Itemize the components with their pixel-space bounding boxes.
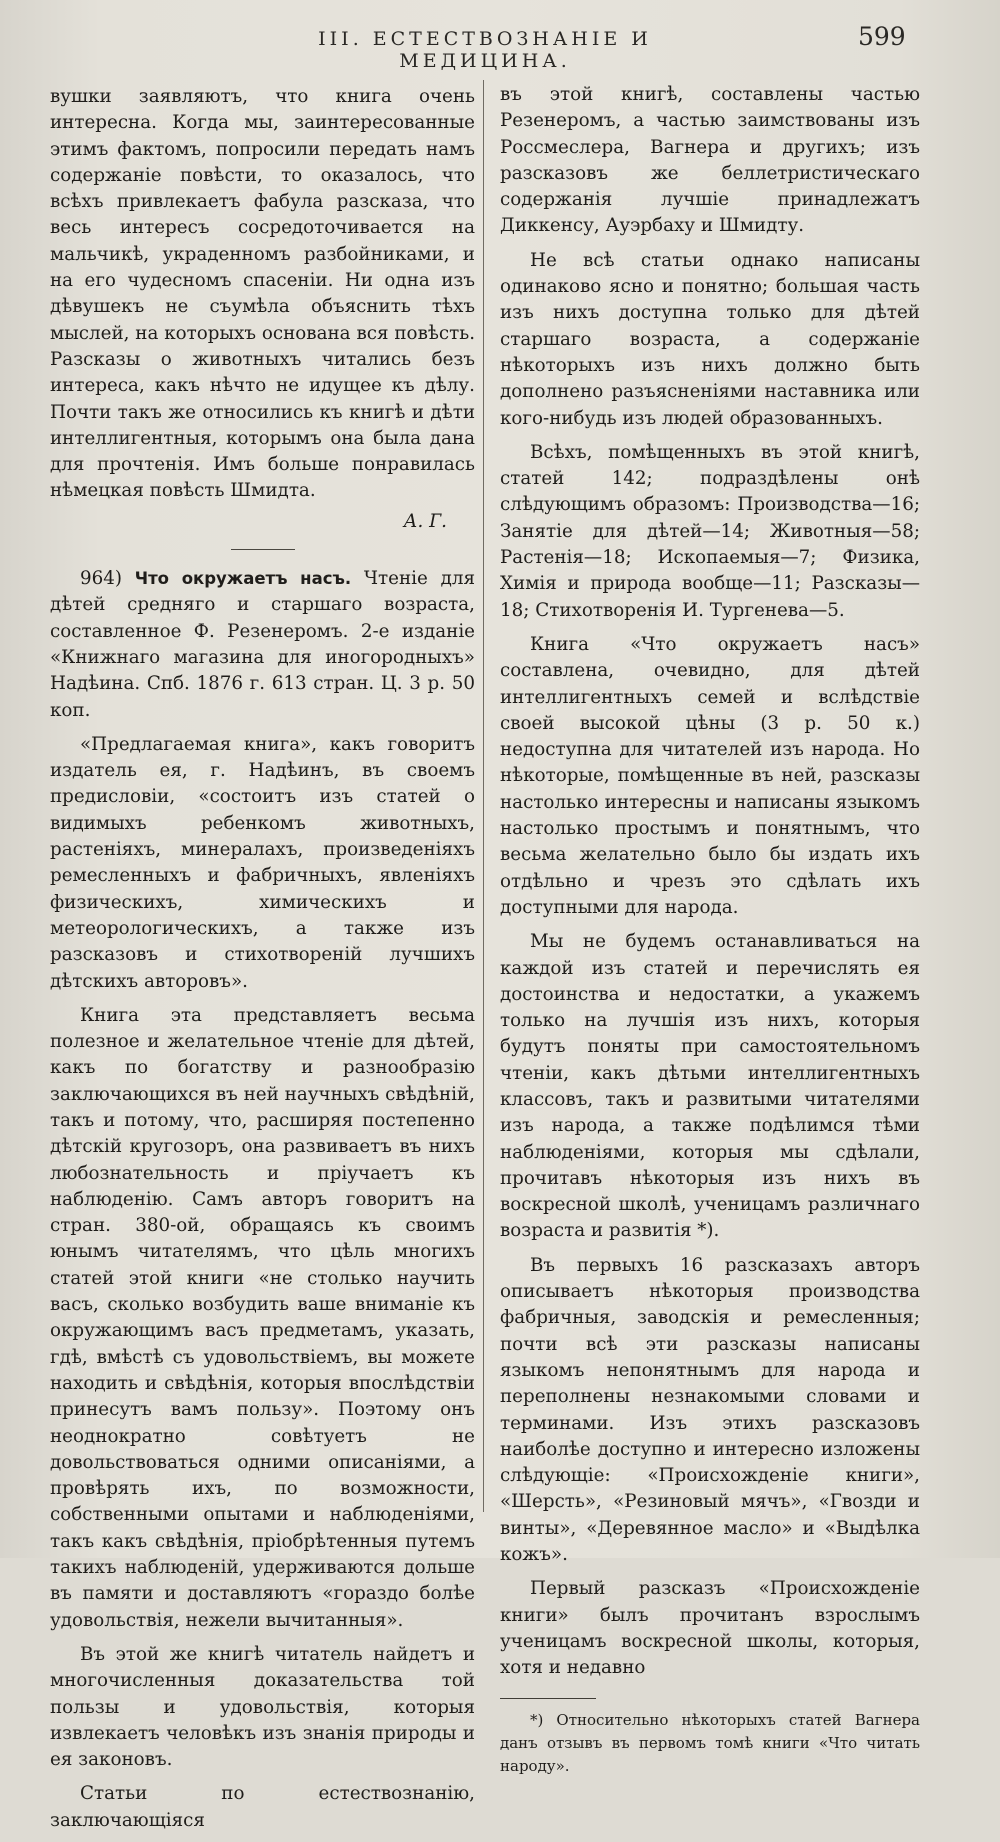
column-divider <box>483 80 484 1512</box>
paragraph: въ этой книгѣ, составлены частью Резенеромъ, а частью заимствованы изъ Россмеслера, Вагнера и другихъ; изъ разсказовъ же беллетристическаго содержанія лучшіе принадлежатъ Диккенсу, Ауэрбаху и Шмидту. <box>500 84 920 237</box>
page-number: 599 <box>858 22 906 51</box>
paragraph: Въ этой же книгѣ читатель найдетъ и многочисленныя доказательства той пользы и удовольствія, которыя извлекаетъ человѣкъ изъ знанія природы и ея законовъ. <box>50 1643 475 1771</box>
paragraph: Книга «Что окружаетъ насъ» составлена, очевидно, для дѣтей интеллигентныхъ семей и вслѣдствіе своей высокой цѣны (3 р. 50 к.) недоступна для читателей изъ народа. Но нѣкоторые, помѣщенные въ ней, разсказы настолько интересны и написаны языкомъ настолько простымъ и понятнымъ, что весьма желательно было бы издать ихъ отдѣльно и чрезъ это сдѣлать ихъ доступными для народа. <box>500 633 920 918</box>
author-signature: А. Г. <box>403 510 447 532</box>
entry-description: Чтеніе для дѣтей средняго и старшаго возраста, составленное Ф. Резенеромъ. 2-е изданіе «Книжнаго магазина для иногородныхъ» Надѣина. Спб. 1876 г. 613 стран. Ц. 3 р. 50 коп. <box>50 568 475 721</box>
paragraph: «Предлагаемая книга», какъ говоритъ издатель ея, г. Надѣинъ, въ своемъ предисловіи, «состоитъ изъ статей о видимыхъ ребенкомъ животныхъ, растеніяхъ, минералахъ, произведеніяхъ ремесленныхъ и фабричныхъ, явленіяхъ физическихъ, химическихъ и метеорологическихъ, а также изъ разсказовъ и стихотвореній лучшихъ дѣтскихъ авторовъ». <box>50 733 475 992</box>
review-entry-heading <box>50 566 475 724</box>
entry-number: 964) <box>80 568 123 590</box>
right-column <box>500 82 920 1778</box>
running-header: III. ЕСТЕСТВОЗНАНІЕ И МЕДИЦИНА. <box>318 28 652 72</box>
entry-title: Что окружаетъ насъ. <box>134 569 352 589</box>
paragraph: вушки заявляютъ, что книга очень интересна. Когда мы, заинтересованные этимъ фактомъ, попросили передать намъ содержаніе повѣсти, то оказалось, что всѣхъ привлекаетъ фабула разсказа, что весь интересъ сосредоточивается на мальчикѣ, украденномъ разбойниками, и на его чудесномъ спасеніи. Ни одна изъ дѣвушекъ не съумѣла объяснить тѣхъ мыслей, на которыхъ основана вся повѣсть. Разсказы о животныхъ читались безъ интереса, какъ нѣчто не идущее къ дѣлу. Почти такъ же относились къ книгѣ и дѣти интеллигентныя, которымъ она была дана для прочтенія. Имъ больше понравилась нѣмецкая повѣсть Шмидта. <box>50 86 475 502</box>
paragraph: Книга эта представляетъ весьма полезное и желательное чтеніе для дѣтей, какъ по богатству и разнообразію заключающихся въ ней научныхъ свѣдѣній, такъ и потому, что, расширяя постепенно дѣтскій кругозоръ, она развиваетъ въ нихъ любознательность и пріучаетъ къ наблюденію. Самъ авторъ говоритъ на стран. 380-ой, обращаясь къ своимъ юнымъ читателямъ, что цѣль многихъ статей этой книги «не столько научить васъ, сколько возбудить ваше вниманіе къ окружающимъ васъ предметамъ, указать, гдѣ, вмѣстѣ съ удовольствіемъ, вы можете находить и свѣдѣнія, которыя впослѣдствіи принесутъ вамъ пользу». Поэтому онъ неоднократно совѣтуетъ не довольствоваться одними описаніями, а провѣрять ихъ, по возможности, собственными опытами и наблюденіями, такъ какъ свѣдѣнія, пріобрѣтенныя путемъ такихъ наблюденій, удерживаются дольше въ памяти и доставляютъ «гораздо болѣе удовольствія, нежели вычитанныя». <box>50 1004 475 1631</box>
paragraph: Не всѣ статьи однако написаны одинаково ясно и понятно; большая часть изъ нихъ доступна только для дѣтей старшаго возраста, а содержаніе нѣкоторыхъ изъ нихъ должно быть дополнено разъясненіями наставника или кого-нибудь изъ людей образованныхъ. <box>500 249 920 429</box>
footnote-rule <box>500 1698 596 1699</box>
left-column <box>50 84 475 1842</box>
footnote: *) Относительно нѣкоторыхъ статей Вагнера данъ отзывъ въ первомъ томѣ книги «Что читать народу». <box>500 1710 920 1775</box>
section-rule <box>231 549 295 550</box>
paragraph: Статьи по естествознанію, заключающіяся <box>50 1783 475 1831</box>
paragraph: Всѣхъ, помѣщенныхъ въ этой книгѣ, статей 142; подраздѣлены онѣ слѣдующимъ образомъ: Производства—16; Занятіе для дѣтей—14; Животныя—58; Растенія—18; Ископаемыя—7; Физика, Химія и природа вообще—11; Разсказы—18; Стихотворенія И. Тургенева—5. <box>500 441 920 621</box>
paragraph: Мы не будемъ останавливаться на каждой изъ статей и перечислять ея достоинства и недостатки, а укажемъ только на лучшія изъ нихъ, которыя будутъ поняты при самостоятельномъ чтеніи, какъ дѣтьми интеллигентныхъ классовъ, такъ и развитыми читателями изъ народа, а также подѣлимся тѣми наблюденіями, которыя мы сдѣлали, прочитавъ нѣкоторыя изъ нихъ въ воскресной школѣ, ученицамъ различнаго возраста и развитія *). <box>500 931 920 1242</box>
paragraph: Первый разсказъ «Происхожденіе книги» былъ прочитанъ взрослымъ ученицамъ воскресной школы, которыя, хотя и недавно <box>500 1578 920 1679</box>
paragraph: Въ первыхъ 16 разсказахъ авторъ описываетъ нѣкоторыя производства фабричныя, заводскія и ремесленныя; почти всѣ эти разсказы написаны языкомъ непонятнымъ для народа и переполнены незнакомыми словами и терминами. Изъ этихъ разсказовъ наиболѣе доступно и интересно изложены слѣдующіе: «Происхожденіе книги», «Шерсть», «Резиновый мячъ», «Гвозди и винты», «Деревянное масло» и «Выдѣлка кожъ». <box>500 1254 920 1566</box>
